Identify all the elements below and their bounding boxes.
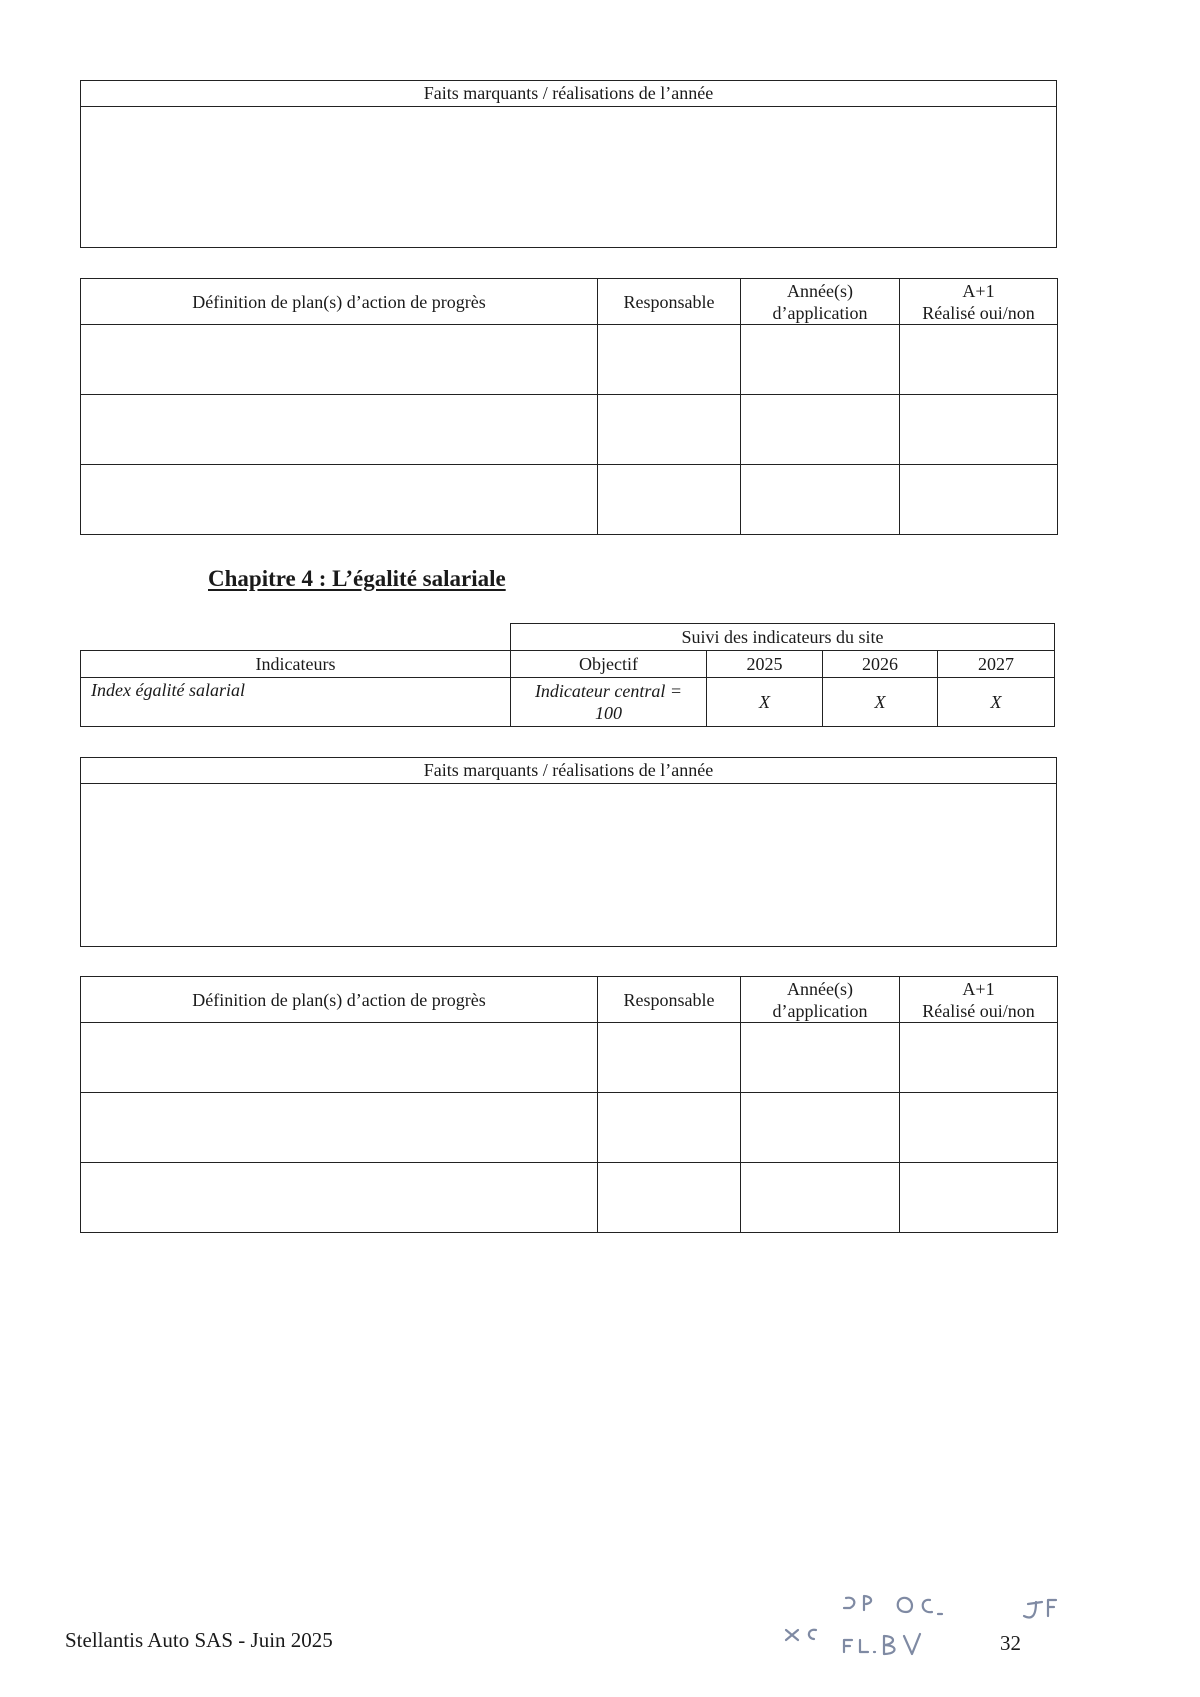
header-year-2025: 2025 [707, 651, 823, 678]
header-a1-line1: A+1 [962, 280, 995, 301]
cell-responsable[interactable] [598, 325, 741, 395]
action-plan-table-1 [80, 278, 1058, 535]
indicator-objectif [511, 678, 707, 727]
header-a1-line2: Réalisé oui/non [922, 302, 1035, 323]
cell-definition[interactable] [81, 1093, 598, 1163]
header-annee-line2: d’application [772, 1000, 868, 1021]
page-number: 32 [1000, 1631, 1021, 1655]
cell-annee[interactable] [741, 395, 900, 465]
handwritten-initials-signature [780, 1590, 1080, 1660]
cell-annee[interactable] [741, 465, 900, 535]
header-annee-application [741, 279, 900, 325]
header-definition: Définition de plan(s) d’action de progrès [81, 279, 598, 325]
header-responsable: Responsable [598, 279, 741, 325]
cell-annee[interactable] [741, 1163, 900, 1233]
footer-company: Stellantis Auto SAS - Juin 2025 [65, 1628, 333, 1652]
cell-realise[interactable] [900, 325, 1058, 395]
faits-marquants-content[interactable] [81, 107, 1057, 248]
cell-annee[interactable] [741, 1023, 900, 1093]
cell-responsable[interactable] [598, 465, 741, 535]
indicators-table [80, 623, 1055, 727]
faits-marquants-box-1 [80, 80, 1057, 248]
cell-definition[interactable] [81, 465, 598, 535]
cell-realise[interactable] [900, 1023, 1058, 1093]
table-row [81, 1163, 1058, 1233]
table-row [81, 1023, 1058, 1093]
table-row [81, 678, 1055, 727]
header-a1-line1: A+1 [962, 978, 995, 999]
cell-responsable[interactable] [598, 1093, 741, 1163]
cell-responsable[interactable] [598, 1163, 741, 1233]
header-a1-line2: Réalisé oui/non [922, 1000, 1035, 1021]
header-annee-line2: d’application [772, 302, 868, 323]
chapter-title: Chapitre 4 : L’égalité salariale [208, 566, 506, 591]
faits-marquants-header: Faits marquants / réalisations de l’année [81, 758, 1057, 784]
table-row [81, 1093, 1058, 1163]
cell-realise[interactable] [900, 465, 1058, 535]
header-a1-realise [900, 279, 1058, 325]
table-row [81, 325, 1058, 395]
faits-marquants-content[interactable] [81, 784, 1057, 947]
header-objectif: Objectif [511, 651, 707, 678]
objectif-line2: 100 [595, 703, 622, 723]
header-year-2026: 2026 [823, 651, 938, 678]
header-year-2027: 2027 [938, 651, 1055, 678]
objectif-line1: Indicateur central = [534, 681, 683, 701]
cell-definition[interactable] [81, 1163, 598, 1233]
faits-marquants-box-2 [80, 757, 1057, 947]
indicator-name: Index égalité salarial [81, 678, 511, 727]
header-annee-application [741, 977, 900, 1023]
initials-scribble-icon [780, 1590, 1080, 1660]
header-definition: Définition de plan(s) d’action de progrès [81, 977, 598, 1023]
cell-responsable[interactable] [598, 395, 741, 465]
cell-realise[interactable] [900, 1163, 1058, 1233]
header-indicateurs: Indicateurs [81, 651, 511, 678]
indicator-value-2027[interactable]: X [938, 678, 1055, 727]
cell-annee[interactable] [741, 1093, 900, 1163]
cell-definition[interactable] [81, 1023, 598, 1093]
indicator-value-2025[interactable]: X [707, 678, 823, 727]
indicator-value-2026[interactable]: X [823, 678, 938, 727]
header-annee-line1: Année(s) [787, 978, 853, 999]
cell-definition[interactable] [81, 395, 598, 465]
table-row [81, 395, 1058, 465]
cell-realise[interactable] [900, 395, 1058, 465]
table-row [81, 465, 1058, 535]
cell-definition[interactable] [81, 325, 598, 395]
header-annee-line1: Année(s) [787, 280, 853, 301]
header-responsable: Responsable [598, 977, 741, 1023]
suivi-indicateurs-header: Suivi des indicateurs du site [511, 624, 1055, 651]
header-a1-realise [900, 977, 1058, 1023]
action-plan-table-2 [80, 976, 1058, 1233]
cell-realise[interactable] [900, 1093, 1058, 1163]
cell-responsable[interactable] [598, 1023, 741, 1093]
cell-annee[interactable] [741, 325, 900, 395]
faits-marquants-header: Faits marquants / réalisations de l’année [81, 81, 1057, 107]
